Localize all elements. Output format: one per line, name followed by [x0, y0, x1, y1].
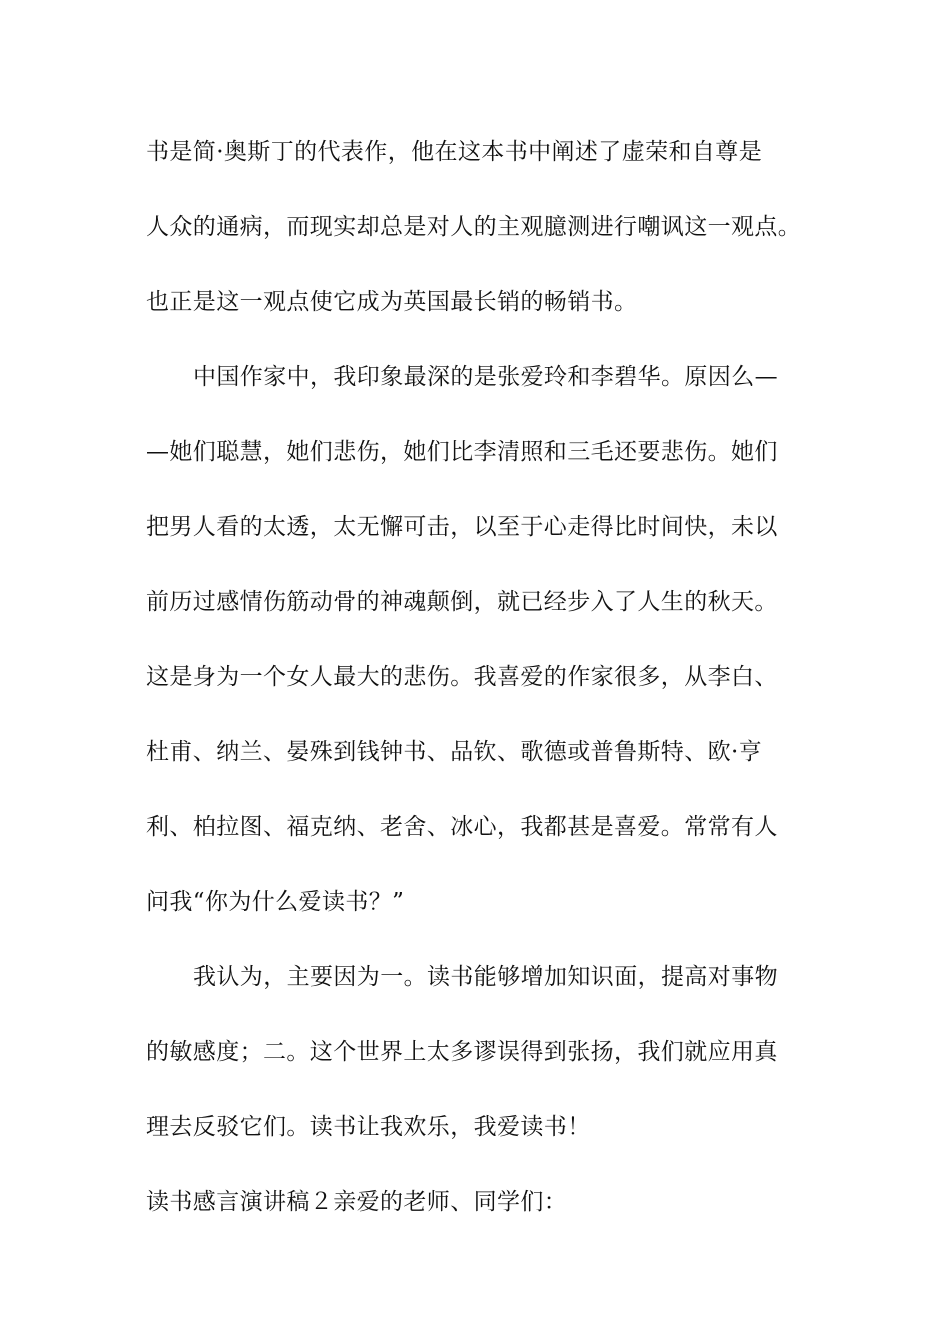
text-line: 也正是这一观点使它成为英国最长销的畅销书。: [146, 289, 638, 315]
text-line: 书是简·奥斯丁的代表作，他在这本书中阐述了虚荣和自尊是: [146, 139, 763, 165]
paragraph-first-line: 我认为，主要因为一。读书能够增加知识面，提高对事物: [193, 964, 778, 990]
text-line: 把男人看的太透，太无懈可击，以至于心走得比时间快，未以: [146, 514, 778, 540]
text-line: 杜甫、纳兰、晏殊到钱钟书、品钦、歌德或普鲁斯特、欧·亨: [146, 739, 763, 765]
text-line: 问我“你为什么爱读书？”: [146, 889, 405, 915]
paragraph-first-line: 中国作家中，我印象最深的是张爱玲和李碧华。原因么—: [193, 364, 778, 390]
text-line: 这是身为一个女人最大的悲伤。我喜爱的作家很多，从李白、: [146, 664, 778, 690]
text-line: 前历过感情伤筋动骨的神魂颠倒，就已经步入了人生的秋天。: [146, 589, 778, 615]
text-line: 理去反驳它们。读书让我欢乐，我爱读书！: [146, 1114, 591, 1140]
text-line: 人众的通病，而现实却总是对人的主观臆测进行嘲讽这一观点。: [146, 214, 802, 240]
section-heading-line: 读书感言演讲稿２亲爱的老师、同学们：: [146, 1189, 568, 1215]
text-line: 的敏感度；二。这个世界上太多谬误得到张扬，我们就应用真: [146, 1039, 778, 1065]
text-line: —她们聪慧，她们悲伤，她们比李清照和三毛还要悲伤。她们: [146, 439, 778, 465]
text-line: 利、柏拉图、福克纳、老舍、冰心，我都甚是喜爱。常常有人: [146, 814, 778, 840]
